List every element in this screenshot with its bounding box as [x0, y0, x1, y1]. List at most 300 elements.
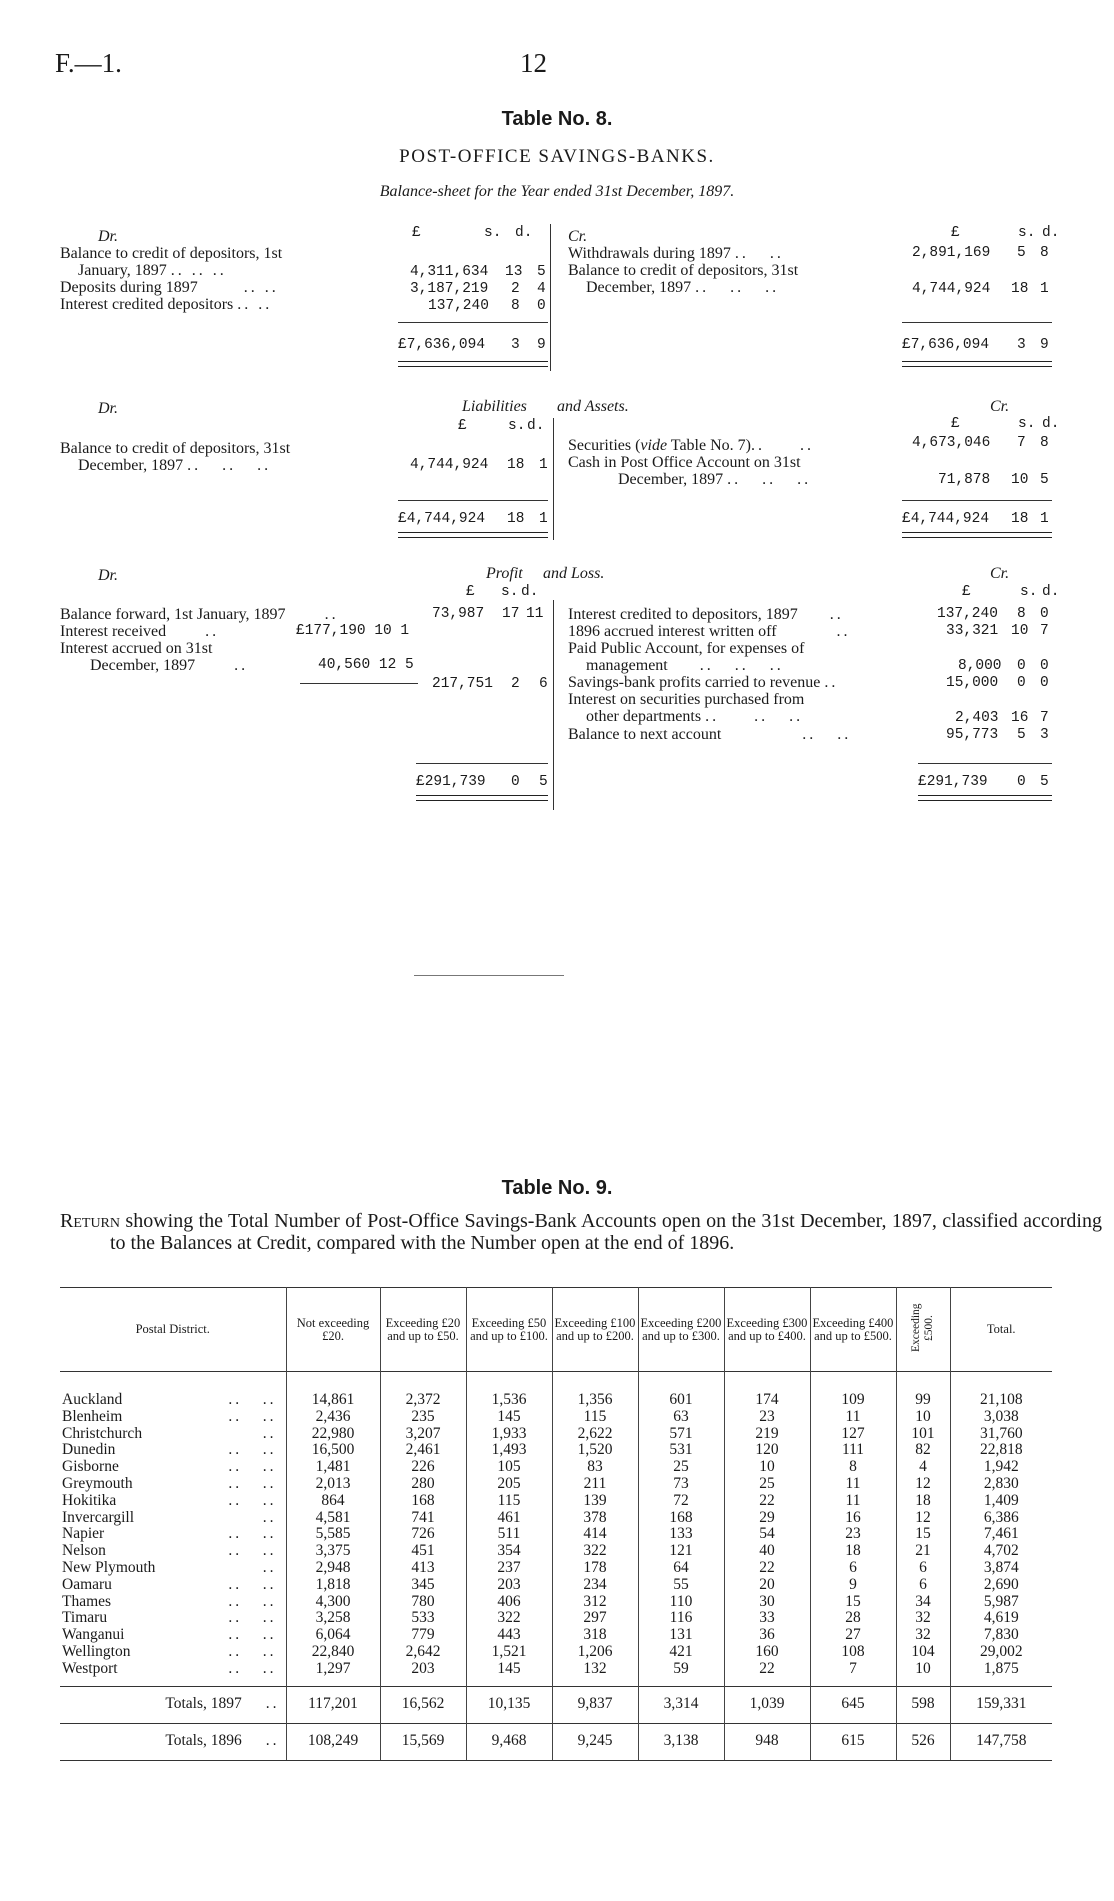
count-cell: 1,206	[552, 1644, 638, 1661]
ledger-label: December, 1897 .. .. ..	[586, 279, 780, 296]
shilling-header: s.	[484, 225, 502, 241]
ledger-amount-l: 137,240	[937, 606, 998, 622]
count-cell: 20	[724, 1577, 810, 1594]
count-cell: 205	[466, 1476, 552, 1493]
district-cell: Westport .. ..	[60, 1661, 286, 1686]
col-header: Exceeding £300 and up to £400.	[724, 1288, 810, 1372]
ledger-total-s: 18	[507, 511, 525, 527]
count-cell: 4,581	[286, 1510, 380, 1527]
dr-label: Dr.	[98, 567, 119, 584]
totals-label: Totals, 1896 ..	[60, 1723, 286, 1760]
count-cell: 99	[896, 1372, 950, 1409]
count-cell: 174	[724, 1372, 810, 1409]
table-row	[60, 1526, 1052, 1543]
count-cell: 18	[810, 1543, 896, 1560]
district-cell: Hokitika .. ..	[60, 1493, 286, 1510]
count-cell: 145	[466, 1661, 552, 1686]
count-cell: 11	[810, 1409, 896, 1426]
ledger-amount-l: 4,744,924	[410, 457, 489, 473]
count-cell: 10	[724, 1459, 810, 1476]
ledger-total-d: 1	[539, 511, 548, 527]
count-cell: 21,108	[979, 1391, 1023, 1408]
count-cell: 1,521	[466, 1644, 552, 1661]
district-cell: Auckland .. ..	[60, 1372, 286, 1409]
count-cell: 168	[380, 1493, 466, 1510]
total-cell: 159,331	[950, 1686, 1052, 1723]
ledger-amount-d: 11	[526, 606, 544, 622]
ledger-label: Balance to credit of depositors, 1st	[60, 245, 283, 262]
count-cell: 108	[810, 1644, 896, 1661]
profit-and-loss	[0, 0, 1114, 810]
district-cell: Timaru .. ..	[60, 1610, 286, 1627]
count-cell: 318	[552, 1627, 638, 1644]
ledger-total-s: 3	[511, 337, 520, 353]
count-cell: 741	[380, 1510, 466, 1527]
ledger-total-d: 5	[1040, 774, 1049, 790]
count-cell: 413	[380, 1560, 466, 1577]
total-cell: 645	[810, 1686, 896, 1723]
table-row	[60, 1644, 1052, 1661]
count-cell: 12	[896, 1476, 950, 1493]
shilling-header: s.	[1018, 225, 1036, 241]
ledger-amount-l: 95,773	[946, 727, 999, 743]
count-cell: 533	[380, 1610, 466, 1627]
count-cell: 22,840	[286, 1644, 380, 1661]
count-cell: 7,830	[983, 1626, 1019, 1644]
count-cell: 28	[810, 1610, 896, 1627]
pound-header: £	[951, 225, 960, 241]
total-cell: 147,758	[950, 1723, 1052, 1760]
district-cell: Invercargill ..	[60, 1510, 286, 1527]
count-cell: 354	[466, 1543, 552, 1560]
count-cell: 780	[380, 1594, 466, 1611]
count-cell: 25	[638, 1459, 724, 1476]
count-cell: 22	[724, 1560, 810, 1577]
ledger-amount-l: 73,987	[432, 606, 485, 622]
count-cell: 234	[552, 1577, 638, 1594]
total-cell: 10,135	[466, 1686, 552, 1723]
count-cell: 16,500	[286, 1442, 380, 1459]
count-cell: 1,875	[983, 1659, 1019, 1677]
col-header: Exceeding £200 and up to £300.	[638, 1288, 724, 1372]
count-cell: 25	[724, 1476, 810, 1493]
ledger-amount-s: 2	[511, 676, 520, 692]
count-cell: 203	[380, 1661, 466, 1686]
count-cell: 5,987	[983, 1592, 1019, 1610]
count-cell: 779	[380, 1627, 466, 1644]
count-cell: 297	[552, 1610, 638, 1627]
count-cell: 33	[724, 1610, 810, 1627]
ledger-label: December, 1897 ..	[90, 657, 249, 674]
ledger-amount-d: 1	[1040, 281, 1049, 297]
ledger-label: Interest credited depositors .. ..	[60, 296, 273, 313]
count-cell: 83	[552, 1459, 638, 1476]
ledger-label: Balance to credit of depositors, 31st	[568, 262, 799, 279]
count-cell: 322	[552, 1543, 638, 1560]
pound-header: £	[951, 416, 960, 432]
count-cell: 55	[638, 1577, 724, 1594]
count-cell: 10	[896, 1409, 950, 1426]
ledger-total-l: £291,739	[416, 774, 486, 790]
count-cell: 109	[810, 1372, 896, 1409]
count-cell: 73	[638, 1476, 724, 1493]
count-cell: 10	[896, 1661, 950, 1686]
table9-title: Table No. 9.	[501, 1177, 613, 1199]
ledger-amount-s: 8	[1017, 606, 1026, 622]
col-header: Exceeding £400 and up to £500.	[810, 1288, 896, 1372]
pound-header: £	[412, 225, 421, 241]
ledger-amount-s: 10	[1011, 623, 1029, 639]
count-cell: 864	[286, 1493, 380, 1510]
ledger-total-d: 9	[1040, 337, 1049, 353]
count-cell: 132	[552, 1661, 638, 1686]
count-cell: 3,258	[286, 1610, 380, 1627]
ledger-amount-s: 18	[1011, 281, 1029, 297]
count-cell: 121	[638, 1543, 724, 1560]
ledger-label: Interest accrued on 31st	[60, 640, 213, 657]
ledger-amount-l: 2,403	[955, 710, 999, 726]
ledger-label: Interest on securities purchased from	[568, 691, 805, 708]
cr-label: Cr.	[990, 398, 1010, 415]
count-cell: 104	[896, 1644, 950, 1661]
balance-sheet-caption: Balance-sheet for the Year ended 31st December, 1897.	[379, 183, 735, 200]
ledger-amount-l: 71,878	[938, 472, 991, 488]
cr-label: Cr.	[568, 228, 588, 245]
count-cell: 105	[466, 1459, 552, 1476]
count-cell: 4,702	[983, 1542, 1019, 1560]
count-cell: 1,356	[552, 1372, 638, 1409]
ledger-amount-l: 3,187,219	[410, 281, 489, 297]
section-heading-b: and Loss.	[543, 565, 605, 582]
count-cell: 40	[724, 1543, 810, 1560]
section-heading-a: Profit	[486, 565, 523, 582]
ledger-amount-l: 217,751	[432, 676, 493, 692]
page-reference: F.—1.	[55, 48, 122, 78]
count-cell: 2,013	[286, 1476, 380, 1493]
count-cell: 322	[466, 1610, 552, 1627]
count-cell: 1,818	[286, 1577, 380, 1594]
pence-header: d.	[521, 584, 539, 600]
total-cell: 9,245	[552, 1723, 638, 1760]
count-cell: 127	[810, 1426, 896, 1443]
ledger-amount-s: 5	[1017, 245, 1026, 261]
dr-label: Dr.	[98, 400, 119, 417]
count-cell: 15	[896, 1526, 950, 1543]
ledger-total-l: £7,636,094	[902, 337, 990, 353]
district-cell: Greymouth .. ..	[60, 1476, 286, 1493]
count-cell: 443	[466, 1627, 552, 1644]
count-cell: 7,461	[983, 1525, 1019, 1543]
ledger-amount-d: 4	[537, 281, 546, 297]
count-cell: 378	[552, 1510, 638, 1527]
count-cell: 23	[724, 1409, 810, 1426]
ledger-label: December, 1897 .. .. ..	[618, 471, 812, 488]
count-cell: 22	[724, 1661, 810, 1686]
count-cell: 31,760	[979, 1424, 1023, 1442]
count-cell: 29,002	[979, 1642, 1023, 1660]
total-cell: 16,562	[380, 1686, 466, 1723]
table-row	[60, 1510, 1052, 1527]
count-cell: 54	[724, 1526, 810, 1543]
count-cell: 511	[466, 1526, 552, 1543]
ledger-label: Balance to next account .. ..	[568, 726, 852, 743]
ledger-amount-d: 5	[1040, 472, 1049, 488]
count-cell: 406	[466, 1594, 552, 1611]
table-row	[60, 1409, 1052, 1426]
count-cell: 82	[896, 1442, 950, 1459]
count-cell: 29	[724, 1510, 810, 1527]
count-cell: 9	[810, 1577, 896, 1594]
page-number: 12	[520, 48, 547, 78]
table-header-row	[60, 1288, 1052, 1372]
count-cell: 178	[552, 1560, 638, 1577]
shilling-header: s.	[508, 418, 526, 434]
count-cell: 211	[552, 1476, 638, 1493]
district-cell: Thames .. ..	[60, 1594, 286, 1611]
ledger-amount-l: 4,744,924	[912, 281, 991, 297]
count-cell: 6	[810, 1560, 896, 1577]
count-cell: 12	[896, 1510, 950, 1527]
pence-header: d.	[515, 225, 533, 241]
count-cell: 1,481	[286, 1459, 380, 1476]
ledger-amount-d: 7	[1040, 710, 1049, 726]
count-cell: 2,461	[380, 1442, 466, 1459]
pence-header: d.	[1042, 225, 1060, 241]
ledger-amount-d: 0	[537, 298, 546, 314]
ledger-label: Balance forward, 1st January, 1897 ..	[60, 606, 339, 623]
count-cell: 59	[638, 1661, 724, 1686]
table-row	[60, 1543, 1052, 1560]
ledger-amount-l: 33,321	[946, 623, 999, 639]
total-cell: 117,201	[286, 1686, 380, 1723]
district-cell: Oamaru .. ..	[60, 1577, 286, 1594]
district-cell: Gisborne .. ..	[60, 1459, 286, 1476]
ledger-total-d: 9	[537, 337, 546, 353]
ledger-label: Savings-bank profits carried to revenue ..	[568, 674, 839, 691]
table9-description	[60, 1210, 1102, 1254]
ledger-label: Balance to credit of depositors, 31st	[60, 440, 291, 457]
count-cell: 235	[380, 1409, 466, 1426]
count-cell: 6	[896, 1560, 950, 1577]
ledger-amount-l: 137,240	[428, 298, 489, 314]
count-cell: 32	[896, 1627, 950, 1644]
district-cell: Wanganui .. ..	[60, 1627, 286, 1644]
ledger-total-l: £7,636,094	[398, 337, 486, 353]
district-cell: Napier .. ..	[60, 1526, 286, 1543]
ledger-amount-s: 17	[502, 606, 520, 622]
ledger-amount-s: 8	[511, 298, 520, 314]
col-header: Exceeding £50 and up to £100.	[466, 1288, 552, 1372]
ledger-total-l: £291,739	[918, 774, 988, 790]
district-cell: Christchurch ..	[60, 1426, 286, 1443]
table-row	[60, 1627, 1052, 1644]
count-cell: 2,690	[983, 1575, 1019, 1593]
count-cell: 1,942	[983, 1458, 1019, 1476]
count-cell: 131	[638, 1627, 724, 1644]
pound-header: £	[458, 418, 467, 434]
count-cell: 3,207	[380, 1426, 466, 1443]
count-cell: 120	[724, 1442, 810, 1459]
pound-header: £	[962, 584, 971, 600]
count-cell: 27	[810, 1627, 896, 1644]
cr-label: Cr.	[990, 565, 1010, 582]
table-row	[60, 1661, 1052, 1686]
count-cell: 1,297	[286, 1661, 380, 1686]
count-cell: 726	[380, 1526, 466, 1543]
ledger-subamount: £177,190 10 1	[296, 623, 410, 639]
ledger-amount-d: 0	[1040, 606, 1049, 622]
count-cell: 30	[724, 1594, 810, 1611]
col-header: Not exceeding £20.	[286, 1288, 380, 1372]
table-row	[60, 1442, 1052, 1459]
count-cell: 1,493	[466, 1442, 552, 1459]
ledger-amount-s: 10	[1011, 472, 1029, 488]
count-cell: 1,520	[552, 1442, 638, 1459]
count-cell: 1,409	[983, 1491, 1019, 1509]
count-cell: 32	[896, 1610, 950, 1627]
pence-header: d.	[1042, 416, 1060, 432]
count-cell: 116	[638, 1610, 724, 1627]
return-lead: Return	[60, 1210, 121, 1232]
ledger-amount-s: 7	[1017, 435, 1026, 451]
count-cell: 168	[638, 1510, 724, 1527]
ledger-total-l: £4,744,924	[398, 511, 486, 527]
ledger-amount-s: 13	[505, 264, 523, 280]
shilling-header: s.	[501, 584, 519, 600]
count-cell: 8	[810, 1459, 896, 1476]
col-header: Exceeding £100 and up to £200.	[552, 1288, 638, 1372]
count-cell: 451	[380, 1543, 466, 1560]
ledger-label: Paid Public Account, for expenses of	[568, 640, 805, 657]
pence-header: d.	[1042, 584, 1060, 600]
ledger-amount-d: 0	[1040, 675, 1049, 691]
dr-label: Dr.	[98, 228, 119, 245]
count-cell: 601	[638, 1372, 724, 1409]
ledger-amount-s: 2	[511, 281, 520, 297]
count-cell: 280	[380, 1476, 466, 1493]
count-cell: 18	[896, 1493, 950, 1510]
count-cell: 22,818	[979, 1441, 1023, 1459]
table8-subtitle: POST-OFFICE SAVINGS-BANKS.	[399, 146, 715, 167]
count-cell: 21	[896, 1543, 950, 1560]
count-cell: 3,038	[983, 1407, 1019, 1425]
count-cell: 1,933	[466, 1426, 552, 1443]
col-header: Exceeding £500.	[896, 1288, 950, 1372]
ledger-label: management .. .. ..	[586, 657, 784, 674]
ledger-label: other departments .. .. ..	[586, 708, 804, 725]
ledger-amount-d: 7	[1040, 623, 1049, 639]
count-cell: 531	[638, 1442, 724, 1459]
count-cell: 421	[638, 1644, 724, 1661]
ledger-amount-d: 8	[1040, 245, 1049, 261]
total-cell: 9,837	[552, 1686, 638, 1723]
totals-label: Totals, 1897 ..	[60, 1686, 286, 1723]
ledger-label: Withdrawals during 1897 .. ..	[568, 245, 784, 262]
total-cell: 108,249	[286, 1723, 380, 1760]
district-cell: New Plymouth ..	[60, 1560, 286, 1577]
ledger-amount-d: 3	[1040, 727, 1049, 743]
ledger-amount-l: 4,673,046	[912, 435, 991, 451]
district-cell: Dunedin .. ..	[60, 1442, 286, 1459]
count-cell: 1,536	[466, 1372, 552, 1409]
count-cell: 4,619	[983, 1609, 1019, 1627]
total-cell: 1,039	[724, 1686, 810, 1723]
count-cell: 64	[638, 1560, 724, 1577]
count-cell: 7	[810, 1661, 896, 1686]
table-row	[60, 1594, 1052, 1611]
count-cell: 4	[896, 1459, 950, 1476]
table-body	[60, 1372, 1052, 1761]
count-cell: 414	[552, 1526, 638, 1543]
count-cell: 345	[380, 1577, 466, 1594]
count-cell: 115	[466, 1493, 552, 1510]
count-cell: 63	[638, 1409, 724, 1426]
total-cell: 948	[724, 1723, 810, 1760]
ledger-total-d: 1	[1040, 511, 1049, 527]
ledger-total-s: 0	[1017, 774, 1026, 790]
count-cell: 14,861	[286, 1372, 380, 1409]
ledger-total-s: 0	[511, 774, 520, 790]
col-header: Exceeding £20 and up to £50.	[380, 1288, 466, 1372]
count-cell: 6,386	[983, 1508, 1019, 1526]
ledger-amount-l: 8,000	[958, 658, 1002, 674]
count-cell: 36	[724, 1627, 810, 1644]
count-cell: 11	[810, 1493, 896, 1510]
count-cell: 15	[810, 1594, 896, 1611]
count-cell: 2,948	[286, 1560, 380, 1577]
ledger-amount-d: 5	[537, 264, 546, 280]
section-divider	[414, 975, 564, 976]
section-heading-a: Liabilities	[462, 398, 527, 415]
count-cell: 5,585	[286, 1526, 380, 1543]
count-cell: 139	[552, 1493, 638, 1510]
ledger-amount-d: 0	[1040, 658, 1049, 674]
total-cell: 598	[896, 1686, 950, 1723]
ledger-label: 1896 accrued interest written off ..	[568, 623, 851, 640]
count-cell: 571	[638, 1426, 724, 1443]
table8-title: Table No. 8.	[501, 108, 613, 130]
count-cell: 312	[552, 1594, 638, 1611]
table-row	[60, 1493, 1052, 1510]
count-cell: 219	[724, 1426, 810, 1443]
count-cell: 115	[552, 1409, 638, 1426]
ledger-amount-s: 18	[507, 457, 525, 473]
count-cell: 111	[810, 1442, 896, 1459]
ledger-amount-l: 2,891,169	[912, 245, 991, 261]
table-row	[60, 1560, 1052, 1577]
count-cell: 3,874	[983, 1558, 1019, 1576]
count-cell: 6	[896, 1577, 950, 1594]
count-cell: 237	[466, 1560, 552, 1577]
count-cell: 11	[810, 1476, 896, 1493]
count-cell: 2,830	[983, 1474, 1019, 1492]
count-cell: 110	[638, 1594, 724, 1611]
accounts-table	[60, 1287, 1052, 1761]
shilling-header: s.	[1018, 416, 1036, 432]
table-row	[60, 1577, 1052, 1594]
ledger-subamount: 40,560 12 5	[318, 657, 414, 673]
shilling-header: s.	[1020, 584, 1038, 600]
count-cell: 2,642	[380, 1644, 466, 1661]
count-cell: 461	[466, 1510, 552, 1527]
count-cell: 160	[724, 1644, 810, 1661]
count-cell: 2,436	[286, 1409, 380, 1426]
count-cell: 133	[638, 1526, 724, 1543]
return-text: showing the Total Number of Post-Office Savings-Bank Accounts open on the 31st December, 1897, classified according to the Balances at Credit, compared with the Number open at the end of 1896.	[110, 1210, 1102, 1254]
ledger-total-s: 3	[1017, 337, 1026, 353]
ledger-amount-d: 6	[539, 676, 548, 692]
table-row	[60, 1459, 1052, 1476]
